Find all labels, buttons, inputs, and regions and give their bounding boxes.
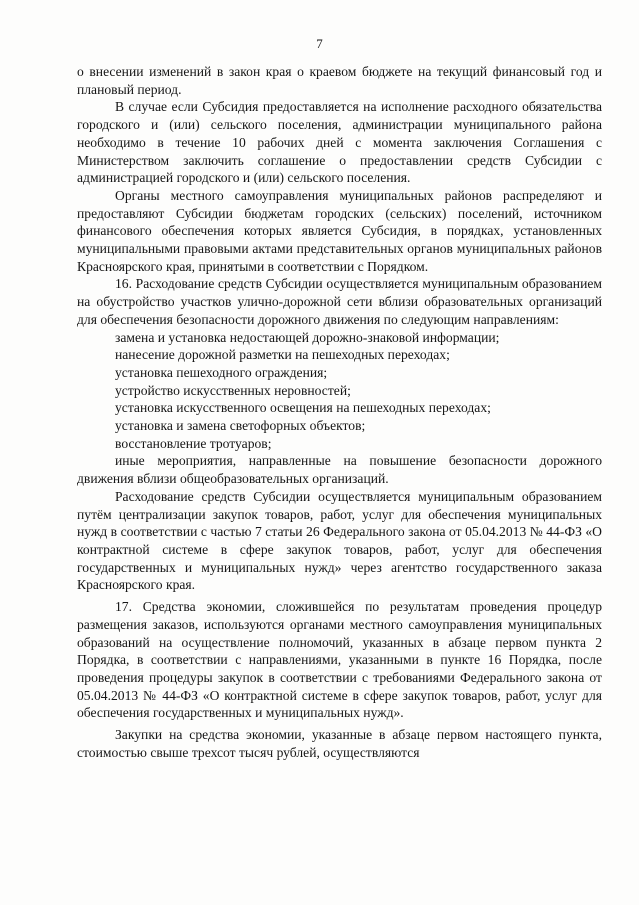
list-item: восстановление тротуаров; [115,435,272,451]
paragraph-item-17: 17. Средства экономии, сложившейся по результатам проведения процедур размещения заказов, используются органами местного самоуправления муниципальных образований на осуществление полномочий, указанных в абзаце первом пункта 2 Порядка, в соответствии с направлениями, указанными в пункте 16 Порядка, после проведения процедуры закупок в соответствии с требованиями Федерального закона от 05.04.2013 № 44-ФЗ «О контрактной системе в сфере закупок товаров, работ, услуг для обеспечения государственных и муниципальных нужд». [77,599,602,721]
paragraph-subsidy-settlement: В случае если Субсидия предоставляется на исполнение расходного обязательства городского и (или) сельского поселения, администрации муниципального района необходимо в течение 10 рабочих дней с момента заключения Соглашения с Министерством заключить соглашение о предоставлении средств Субсидии с администрацией городского и (или) сельского поселения. [77,99,602,186]
list-item: нанесение дорожной разметки на пешеходных переходах; [115,347,450,363]
list-item: установка и замена светофорных объектов; [115,418,366,434]
paragraph-continuation: о внесении изменений в закон края о краевом бюджете на текущий финансовый год и плановый период. [77,64,602,97]
list-item: устройство искусственных неровностей; [115,382,351,398]
document-text [77,63,602,761]
paragraph-item-16: 16. Расходование средств Субсидии осуществляется муниципальным образованием на обустройство участков улично-дорожной сети вблизи образовательных организаций для обеспечения безопасности дорожного движения по следующим направлениям: [77,276,602,327]
page-number: 7 [316,36,323,51]
list-item: установка искусственного освещения на пешеходных переходах; [115,400,491,416]
list-item: замена и установка недостающей дорожно-знаковой информации; [115,329,500,345]
paragraph-procurement: Расходование средств Субсидии осуществляется муниципальным образованием путём централизации закупок товаров, работ, услуг для обеспечения муниципальных нужд в соответствии с частью 7 статьи 26 Федерального закона от 05.04.2013 № 44-ФЗ «О контрактной системе в сфере закупок товаров, работ, услуг для обеспечения государственных и муниципальных нужд» через агентство государственного заказа Красноярского края. [77,488,602,593]
paragraph-local-authorities: Органы местного самоуправления муниципальных районов распределяют и предоставляют Субсидии бюджетам городских (сельских) поселений, источником финансового обеспечения которых является Субсидия, в порядках, установленных муниципальными правовыми актами представительных органов муниципальных районов Красноярского края, принятыми в соответствии с Порядком. [77,187,602,274]
paragraph-savings-purchases: Закупки на средства экономии, указанные в абзаце первом настоящего пункта, стоимостью свыше трехсот тысяч рублей, осуществляются [77,727,602,760]
list-item: установка пешеходного ограждения; [115,364,328,380]
list-item: иные мероприятия, направленные на повышение безопасности дорожного движения вблизи общеобразовательных организаций. [77,453,602,487]
